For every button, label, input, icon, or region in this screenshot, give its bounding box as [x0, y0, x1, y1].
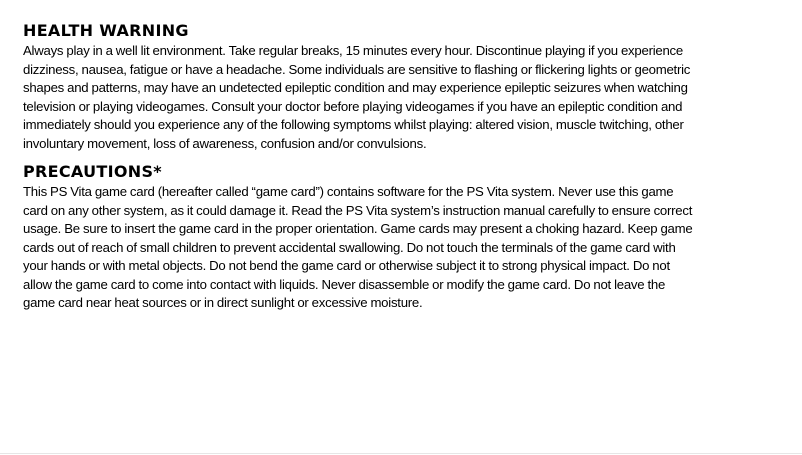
- health-warning-section: [23, 20, 784, 153]
- precautions-heading: PRECAUTIONS*: [23, 162, 162, 181]
- precautions-section: [23, 161, 784, 313]
- paragraph-line: Always play in a well lit environment. Take regular breaks, 15 minutes every hour. Discontinue playing if you experience: [23, 43, 683, 58]
- paragraph-line: cards out of reach of small children to prevent accidental swallowing. Do not touch the terminals of the game card with: [23, 239, 676, 255]
- precautions-paragraph: [23, 183, 784, 313]
- paragraph-line: immediately should you experience any of the following symptoms whilst playing: altered vision, muscle twitching, other: [23, 117, 684, 132]
- paragraph-line: usage. Be sure to insert the game card in the proper orientation. Game cards may present a choking hazard. Keep game: [23, 221, 693, 236]
- paragraph-line: dizziness, nausea, fatigue or have a headache. Some individuals are sensitive to flashing or flickering lights or geometric: [23, 61, 691, 77]
- health-warning-paragraph: [23, 42, 784, 153]
- paragraph-line: This PS Vita game card (hereafter called “game card”) contains software for the PS Vita system. Never use this game: [23, 184, 674, 199]
- paragraph-line: card on any other system, as it could damage it. Read the PS Vita system’s instruction manual carefully to ensure correct: [23, 202, 693, 218]
- paragraph-line: television or playing videogames. Consult your doctor before playing videogames if you have an epileptic condition and: [23, 98, 683, 114]
- paragraph-line: your hands or with metal objects. Do not bend the game card or otherwise subject it to strong physical impact. Do not: [23, 258, 670, 273]
- health-warning-heading: HEALTH WARNING: [23, 21, 189, 40]
- paragraph-line: game card near heat sources or in direct sunlight or excessive moisture.: [23, 295, 423, 310]
- page-bottom-divider: [0, 453, 802, 454]
- paragraph-line: allow the game card to come into contact with liquids. Never disassemble or modify the game card. Do not leave the: [23, 276, 666, 292]
- paragraph-line: involuntary movement, loss of awareness, confusion and/or convulsions.: [23, 135, 427, 151]
- paragraph-line: shapes and patterns, may have an undetected epileptic condition and may experience epileptic seizures when watching: [23, 80, 688, 95]
